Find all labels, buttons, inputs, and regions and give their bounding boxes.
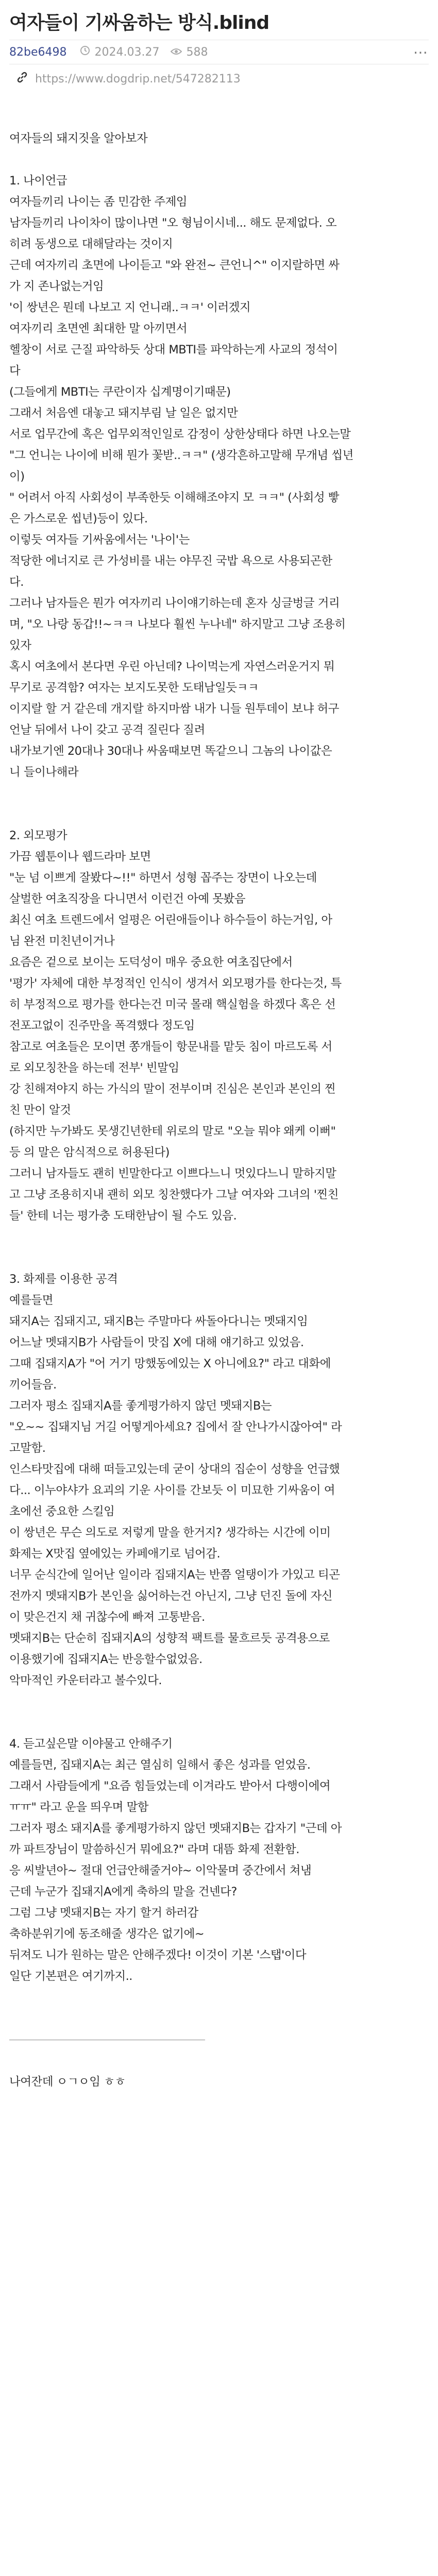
body-line <box>9 804 429 825</box>
body-line: 이지랄 할 거 같은데 개지랄 하지마쌈 내가 니들 원투데이 보냐 허구 <box>9 702 339 716</box>
body-line: 예를들면 <box>9 1294 53 1307</box>
body-line: 가 지 존나없는거임 <box>9 280 104 293</box>
body-line: 그러니 남자들도 괜히 빈말한다고 이쁘다느니 멋있다느니 말하지말 <box>9 1167 336 1180</box>
body-line: 전포고없이 진주만을 폭격했다 정도임 <box>9 1019 195 1032</box>
author-name[interactable]: 82be6498 <box>9 45 67 59</box>
body-line: 4. 듣고싶은말 이야물고 안해주기 <box>9 1737 173 1751</box>
post-views-text: 588 <box>186 45 208 59</box>
body-line: 요즘은 겉으로 보이는 도덕성이 매우 중요한 여초집단에서 <box>9 956 293 969</box>
body-line: ㅠㅠ" 라고 운을 띄우며 말함 <box>9 1801 149 1814</box>
body-line: 서로 업무간에 혹은 업무외적인일로 감정이 상한상태다 하면 나오는말 <box>9 428 351 441</box>
body-line: 남자들끼리 나이차이 많이나면 "오 형님이시네... 해도 문제없다. 오 <box>9 216 337 230</box>
body-line: 이 쌍년은 무슨 의도로 저렇게 말을 한거지? 생각하는 시간에 이미 <box>9 1526 331 1539</box>
body-line: 로 외모칭찬을 하는데 전부' 빈말임 <box>9 1061 179 1075</box>
body-line: 님 완전 미친년이거나 <box>9 935 115 948</box>
body-line: " 어려서 아직 사회성이 부족한듯 이해해조야지 모 ㅋㅋ" (사회성 빻 <box>9 491 339 504</box>
body-line: 그러자 평소 돼지A를 좋게평가하지 않던 멧돼지B는 갑자기 "근데 아 <box>9 1822 342 1835</box>
body-line: '이 쌍년은 뭔데 나보고 지 언니래..ㅋㅋ' 이러겠지 <box>9 301 251 314</box>
body-line: 끼어들음. <box>9 1378 57 1392</box>
body-line: 1. 나이언급 <box>9 174 68 188</box>
body-line: "오~~ 집돼지님 거길 어떻게아세요? 집에서 잘 안나가시잖아여" 라 <box>9 1420 342 1434</box>
body-line: 근데 누군가 집돼지A에게 축하의 말을 건넨다? <box>9 1885 237 1899</box>
body-line: 여자끼리 초면엔 최대한 말 아끼면서 <box>9 322 188 335</box>
post-meta <box>9 40 429 64</box>
body-line: 고말함. <box>9 1442 46 1455</box>
body-line: 멧돼지B는 단순히 집돼지A의 성향적 팩트를 물흐르듯 공격용으로 <box>9 1632 330 1645</box>
body-line: 들' 한테 너는 평가충 도태한남이 될 수도 있음. <box>9 1209 237 1223</box>
body-line: 여자들끼리 나이는 좀 민감한 주제임 <box>9 195 188 209</box>
body-line: 히 부정적으로 평가를 한다는건 미국 몰래 핵실험을 하겠다 혹은 선 <box>9 998 336 1011</box>
body-line <box>9 1248 429 1269</box>
body-line: '평가' 자체에 대한 부정적인 인식이 생겨서 외모평가를 한다는것, 특 <box>9 977 342 990</box>
body-line: 일단 기본편은 여기까지.. <box>9 1970 132 1983</box>
post-views <box>171 46 208 59</box>
body-line: 여자들의 돼지짓을 알아보자 <box>9 132 148 145</box>
body-line: 그럼 그냥 멧돼지B는 자기 할거 하러감 <box>9 1906 198 1920</box>
body-line: 친 만이 알것 <box>9 1104 71 1117</box>
post-date-text: 2024.03.27 <box>94 45 160 59</box>
body-line: 그러나 남자들은 뭔가 여자끼리 나이얘기하는데 혼자 싱글벙글 거리 <box>9 597 340 610</box>
body-line: 살벌한 여초직장을 다니면서 이런건 아예 못봤음 <box>9 892 245 906</box>
body-line: 다... 이누야샤가 요괴의 기운 사이를 간보듯 이 미묘한 기싸움이 여 <box>9 1484 335 1497</box>
body-line: 며, "오 나랑 동갑!!~ㅋㅋ 나보다 훨씬 누나네" 하지말고 그냥 조용히 <box>9 618 346 631</box>
body-line: 이용했기에 집돼지A는 반응할수없었음. <box>9 1653 203 1666</box>
body-line: 무기로 공격함? 여자는 보지도못한 도태남일듯ㅋㅋ <box>9 681 259 694</box>
body-line: (하지만 누가봐도 못생긴년한테 위로의 말로 "오늘 뭐야 왜케 이뻐" <box>9 1125 336 1138</box>
body-line: 응 씨발년아~ 절대 언급안해줄거야~ 이악물며 중간에서 쳐냄 <box>9 1864 312 1877</box>
body-line: 뒤져도 니가 원하는 말은 안해주겠다! 이것이 기본 '스탭'이다 <box>9 1948 307 1962</box>
body-line: 초에선 중요한 스킬임 <box>9 1505 115 1518</box>
body-line: (그들에게 MBTI는 쿠란이자 십계명이기때문) <box>9 385 231 399</box>
body-line: 히려 동생으로 대해달라는 것이지 <box>9 238 173 251</box>
post-header <box>0 0 438 86</box>
body-line <box>9 783 429 804</box>
body-line: 그래서 사람들에게 "요즘 힘들었는데 이겨라도 받아서 다행이에여 <box>9 1780 331 1793</box>
body-line: 나여잔데 ㅇㄱㅇ임 ㅎㅎ <box>9 2075 126 2089</box>
body-line <box>9 107 429 128</box>
body-line: 언날 뒤에서 나이 갖고 공격 질린다 질려 <box>9 723 205 737</box>
body-line: 등 의 말은 암식적으로 허용된다) <box>9 1146 170 1159</box>
post-url[interactable]: https://www.dogdrip.net/547282113 <box>35 72 241 86</box>
body-line: 악마적인 카운터라고 볼수있다. <box>9 1674 162 1687</box>
body-line: 혹시 여초에서 본다면 우린 아닌데? 나이먹는게 자연스러운거지 뭐 <box>9 660 335 673</box>
body-line: 그래서 처음엔 대놓고 돼지부림 날 일은 없지만 <box>9 406 238 420</box>
body-line <box>9 1713 429 1734</box>
body-line: 그때 집돼지A가 "어 거기 망했동에있는 X 아니에요?" 라고 대화에 <box>9 1357 331 1370</box>
body-line <box>9 1987 429 2008</box>
body-line <box>9 1227 429 1248</box>
divider-rule <box>9 2029 429 2050</box>
body-line: "눈 넘 이쁘게 잘봤다~!!" 하면서 성형 꼽주는 장면이 나오는데 <box>9 871 317 885</box>
body-line: 근데 여자끼리 초면에 나이듣고 "와 완전~ 큰언니^" 이지랄하면 싸 <box>9 259 340 272</box>
body-line: 어느날 멧돼지B가 사람들이 맛집 X에 대해 얘기하고 있었음. <box>9 1336 304 1349</box>
body-line: 고 그냥 조용히지내 괜히 외모 칭찬했다가 그날 여자와 그녀의 '찐친 <box>9 1188 339 1201</box>
body-line: 니 들이나해라 <box>9 766 79 779</box>
body-line: 화제는 X맛집 옆에있는 카페애기로 넘어감. <box>9 1547 221 1561</box>
body-line: 돼지A는 집돼지고, 돼지B는 주말마다 싸돌아다니는 멧돼지임 <box>9 1315 308 1328</box>
body-line: 전까지 멧돼지B가 본인을 싫어하는건 아닌지, 그냥 던진 돌에 자신 <box>9 1589 332 1603</box>
body-line <box>9 2050 429 2072</box>
body-line: 예를들면, 집돼지A는 최근 열심히 일해서 좋은 성과를 얻었음. <box>9 1758 311 1772</box>
body-line: "그 언니는 나이에 비해 뭔가 꽃받..ㅋㅋ" (생각흔하고말해 무개념 씹년 <box>9 449 353 462</box>
body-line <box>9 2008 429 2029</box>
body-line <box>9 1691 429 1713</box>
body-line: 있자 <box>9 639 31 652</box>
body-line: 이 맞은건지 채 귀찮수에 빠져 고통받음. <box>9 1611 205 1624</box>
post-url-row <box>9 64 429 86</box>
calendar-icon <box>80 45 90 59</box>
body-line: 축하분위기에 동조해줄 생각은 없기에~ <box>9 1927 205 1941</box>
post-date <box>80 45 159 59</box>
post-title: 여자들이 기싸움하는 방식.blind <box>9 12 269 33</box>
body-line <box>9 149 429 171</box>
body-line: 3. 화제를 이용한 공격 <box>9 1273 118 1286</box>
eye-icon <box>171 46 182 59</box>
body-line: 적당한 에너지로 큰 가성비를 내는 야무진 국밥 욕으로 사용되곤한 <box>9 554 332 568</box>
body-line: 다 <box>9 364 21 378</box>
body-line: 이) <box>9 470 25 483</box>
body-line: 까 파트장님이 말씀하신거 뭐에요?" 라며 대뜸 화제 전환함. <box>9 1843 299 1856</box>
body-line: 은 가스로운 씹년)등이 있다. <box>9 512 148 526</box>
body-line: 다. <box>9 575 24 589</box>
body-line: 참고로 여초들은 모이면 쫑개들이 항문내를 맡듯 침이 마르도록 서 <box>9 1040 332 1054</box>
body-line: 2. 외모평가 <box>9 829 68 842</box>
body-line: 강 친해져야지 하는 가식의 말이 전부이며 진심은 본인과 본인의 찐 <box>9 1082 336 1096</box>
more-options-icon[interactable]: ⋯ <box>413 43 429 61</box>
body-line: 가끔 웹툰이나 웹드라마 보면 <box>9 850 151 863</box>
link-icon <box>16 72 28 86</box>
body-line: 인스타맛집에 대해 떠들고있는데 굳이 상대의 집순이 성향을 언급했 <box>9 1463 340 1476</box>
body-line: 내가보기엔 20대나 30대나 싸움때보면 똑같으니 그놈의 나이값은 <box>9 744 332 758</box>
body-line: 헬창이 서로 근질 파악하듯 상대 MBTI를 파악하는게 사교의 정석이 <box>9 343 338 357</box>
post-body <box>0 86 438 2093</box>
body-line <box>9 86 429 107</box>
body-line: 너무 순식간에 일어난 일이라 집돼지A는 반쯤 얼탱이가 가있고 티곤 <box>9 1568 340 1582</box>
body-line: 이렇듯 여자들 기싸움에서는 '나이'는 <box>9 533 190 547</box>
body-line: 최신 여초 트렌드에서 얼평은 어린애들이나 하수들이 하는거임, 아 <box>9 913 332 927</box>
body-line: 그러자 평소 집돼지A를 좋게평가하지 않던 멧돼지B는 <box>9 1399 272 1413</box>
